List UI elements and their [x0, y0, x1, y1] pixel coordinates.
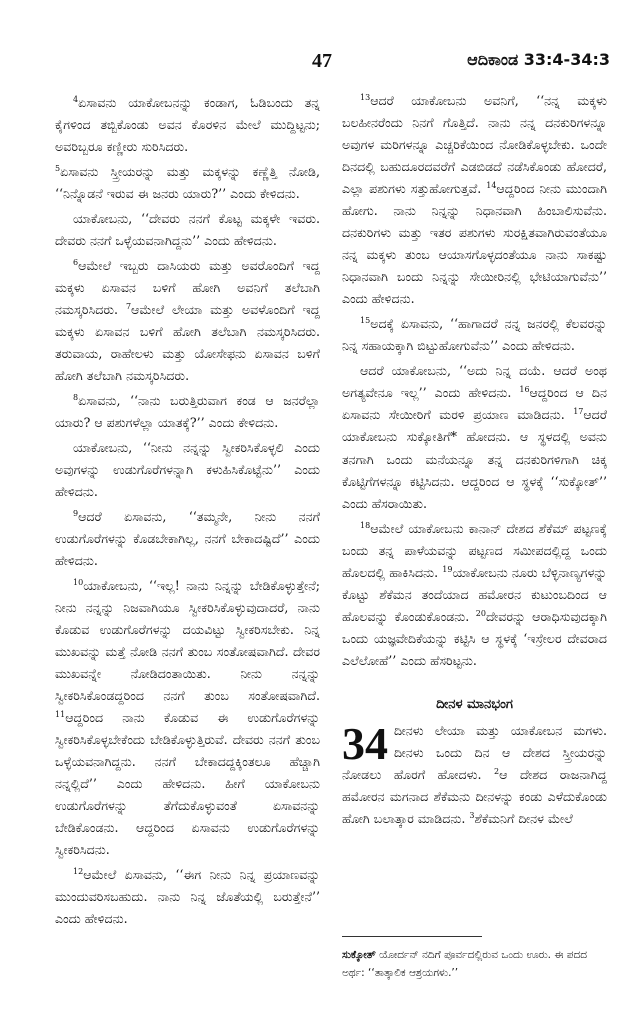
- verse-number: 15: [360, 315, 371, 325]
- verse-number: 3: [469, 810, 475, 820]
- verse-text: ದೀನಳು ಲೇಯಾ ಮತ್ತು ಯಾಕೋಬನ ಮಗಳು. ದೀನಳು ಒಂದು ದಿನ ಆ ದೇಶದ ಸ್ತ್ರೀಯರನ್ನು ನೋಡಲು ಹೊರಗೆ ಹೋದಳು.: [342, 723, 607, 782]
- verse-text: ಆದರೆ ಯಾಕೋಬನು, ‘‘ಅದು ನಿನ್ನ ದಯೆ. ಆದರೆ ಅಂಥ ಅಗತ್ಯವೇನೂ ಇಲ್ಲ’’ ಎಂದು ಹೇಳಿದನು.: [342, 363, 607, 400]
- verse-paragraph: [55, 390, 320, 434]
- right-column: [342, 90, 607, 833]
- chapter-number: 34: [342, 718, 388, 769]
- verse-number: 11: [55, 709, 66, 719]
- verse-text: ಶೆಕೆಮನಿಗೆ ದೀನಳ ಮೇಲೆ: [474, 811, 573, 826]
- verse-number: 2: [494, 766, 500, 776]
- verse-text: ಯಾಕೋಬನು, ‘‘ದೇವರು ನನಗೆ ಕೊಟ್ಟ ಮಕ್ಕಳೇ ಇವರು. ದೇವರು ನನಗೆ ಒಳ್ಳೆಯವನಾಗಿದ್ದನು’’ ಎಂದು ಹೇಳಿದನು.: [55, 211, 320, 248]
- verse-paragraph: [55, 864, 320, 930]
- verse-text: ದೇವರನ್ನು ಆರಾಧಿಸುವುದಕ್ಕಾಗಿ ಒಂದು ಯಜ್ಞವೇದಿಕೆಯನ್ನು ಕಟ್ಟಿಸಿ ಆ ಸ್ಥಳಕ್ಕೆ ‘ಇಸ್ರೇಲರ ದೇವರಾದ ಎಲೆಲೋಹೆ’’ ಎಂದು ಹೆಸರಿಟ್ಟನು.: [342, 609, 607, 668]
- verse-paragraph: [342, 90, 607, 310]
- verse-paragraph: [55, 575, 320, 861]
- verse-paragraph: [55, 437, 320, 503]
- verse-paragraph: [342, 360, 607, 515]
- running-head: ಆದಿಕಾಂಡ 33:4-34:3: [467, 50, 610, 69]
- verse-text: ಆಮೇಲೆ ಏಸಾವನು, ‘‘ಈಗ ನೀನು ನಿನ್ನ ಪ್ರಯಾಣವನ್ನು ಮುಂದುವರಿಸಬಹುದು. ನಾನು ನಿನ್ನ ಜೊತೆಯಲ್ಲಿ ಬರುತ್ತೇನೆ’’ ಎಂದು ಹೇಳಿದನು.: [55, 867, 320, 926]
- verse-number: 7: [125, 301, 132, 311]
- verse-number: 19: [442, 564, 453, 574]
- verse-number: 14: [486, 180, 497, 190]
- verse-text: ಆದ್ದರಿಂದ ಆ ದಿನ ಏಸಾವನು ಸೇಯೀರಿಗೆ ಮರಳಿ ಪ್ರಯಾಣ ಮಾಡಿದನು.: [342, 385, 607, 422]
- verse-number: 13: [360, 92, 371, 102]
- verse-text: ಆದರೆ ಯಾಕೋಬನು ಅವನಿಗೆ, ‘‘ನನ್ನ ಮಕ್ಕಳು ಬಲಹೀನರೆಂದು ನಿನಗೆ ಗೊತ್ತಿದೆ. ನಾನು ನನ್ನ ದನಕುರಿಗಳನ್ನೂ ಅವುಗಳ ಮರಿಗಳನ್ನೂ ಎಚ್ಚರಿಕೆಯಿಂದ ನೋಡಿಕೊಳ್ಳಬೇಕು. ಒಂದೇ ದಿನದಲ್ಲಿ ಬಹುದೂರದವರೆಗೆ ಎಡಬಿಡದೆ ನಡೆಸಿಕೊಂಡು ಹೋದರೆ, ಎಲ್ಲಾ ಪಶುಗಳು ಸತ್ತುಹೋಗುತ್ತವೆ.: [342, 93, 607, 196]
- chapter-paragraph: [342, 720, 607, 830]
- verse-number: 20: [475, 608, 486, 618]
- verse-text: ಆಮೇಲೆ ಇಬ್ಬರು ದಾಸಿಯರು ಮತ್ತು ಅವರೊಂದಿಗೆ ಇದ್ದ ಮಕ್ಕಳು ಏಸಾವನ ಬಳಿಗೆ ಹೋಗಿ ಅವನಿಗೆ ತಲೆಬಾಗಿ ನಮಸ್ಕರಿಸಿದರು.: [55, 258, 320, 317]
- verse-text: ಆಮೇಲೆ ಯಾಕೋಬನು ಕಾನಾನ್ ದೇಶದ ಶೆಕೆಮ್ ಪಟ್ಟಣಕ್ಕೆ ಬಂದು ತನ್ನ ಪಾಳೆಯವನ್ನು ಪಟ್ಟಣದ ಸಮೀಪದಲ್ಲಿದ್ದ ಒಂದು ಹೊಲದಲ್ಲಿ ಹಾಕಿಸಿದನು.: [342, 521, 607, 580]
- verse-number: 6: [73, 257, 79, 267]
- verse-number: 10: [73, 577, 84, 587]
- left-column: [55, 92, 320, 933]
- page-header: [50, 50, 610, 76]
- verse-text: ಯಾಕೋಬನು ನೂರು ಬೆಳ್ಳಿನಾಣ್ಯಗಳನ್ನು ಕೊಟ್ಟು ಶೆಕೆಮನ ತಂದೆಯಾದ ಹಮೋರನ ಕುಟುಂಬದಿಂದ ಆ ಹೊಲವನ್ನು ಕೊಂಡುಕೊಂಡನು.: [342, 565, 607, 624]
- verse-number: 9: [73, 508, 79, 518]
- verse-text: ಹೋದನು. ಆ ಸ್ಥಳದಲ್ಲಿ ಅವನು ತನಗಾಗಿ ಒಂದು ಮನೆಯನ್ನೂ ತನ್ನ ದನಕುರಿಗಳಿಗಾಗಿ ಚಿಕ್ಕ ಕೊಟ್ಟಿಗೆಗಳನ್ನೂ ಕಟ್ಟಿಸಿದನು. ಆದ್ದರಿಂದ ಆ ಸ್ಥಳಕ್ಕೆ ‘‘ಸುಕ್ಕೋತ್’’ ಎಂದು ಹೆಸರಾಯಿತು.: [342, 429, 607, 511]
- verse-paragraph: [55, 506, 320, 572]
- verse-paragraph: [342, 313, 607, 357]
- verse-text: ಅದಕ್ಕೆ ಏಸಾವನು, ‘‘ಹಾಗಾದರೆ ನನ್ನ ಜನರಲ್ಲಿ ಕೆಲವರನ್ನು ನಿನ್ನ ಸಹಾಯಕ್ಕಾಗಿ ಬಿಟ್ಟುಹೋಗುವೆನು’’ ಎಂದು ಹೇಳಿದನು.: [342, 316, 607, 353]
- verse-paragraph: [55, 255, 320, 387]
- verse-number: 8: [73, 392, 79, 402]
- verse-text: ಆ ದೇಶದ ರಾಜನಾಗಿದ್ದ ಹಮೋರನ ಮಗನಾದ ಶೆಕೆಮನು ದೀನಳನ್ನು ಕಂಡು ಎಳೆದುಕೊಂಡು ಹೋಗಿ ಬಲಾತ್ಕಾರ ಮಾಡಿದನು.: [342, 767, 607, 826]
- verse-text: ಆಮೇಲೆ ಲೇಯಾ ಮತ್ತು ಅವಳೊಂದಿಗೆ ಇದ್ದ ಮಕ್ಕಳು ಏಸಾವನ ಬಳಿಗೆ ಹೋಗಿ ತಲೆಬಾಗಿ ನಮಸ್ಕರಿಸಿದರು. ತರುವಾಯ, ರಾಹೇಲಳು ಮತ್ತು ಯೋಸೇಫನು ಏಸಾವನ ಬಳಿಗೆ ಹೋಗಿ ತಲೆಬಾಗಿ ನಮಸ್ಕರಿಸಿದರು.: [55, 302, 321, 383]
- verse-text: ಏಸಾವನು ಯಾಕೋಬನನ್ನು ಕಂಡಾಗ, ಓಡಿಬಂದು ತನ್ನ ಕೈಗಳಿಂದ ತಬ್ಬಿಕೊಂಡು ಅವನ ಕೊರಳಿನ ಮೇಲೆ ಮುದ್ದಿಟ್ಟನು; ಅವರಿಬ್ಬರೂ ಕಣ್ಣೀರು ಸುರಿಸಿದರು.: [55, 95, 320, 154]
- verse-number: 16: [519, 384, 530, 394]
- verse-paragraph: [55, 208, 320, 252]
- footnote: [342, 946, 607, 982]
- verse-number: 4: [73, 94, 79, 104]
- footnote-term: ಸುಕ್ಕೋತ್: [342, 949, 376, 961]
- verse-number: 17: [573, 406, 584, 416]
- verse-text: ಆದ್ದರಿಂದ ನಾನು ಕೊಡುವ ಈ ಉಡುಗೊರೆಗಳನ್ನು ಸ್ವೀಕರಿಸಿಕೊಳ್ಳಬೇಕೆಂದು ಬೇಡಿಕೊಳ್ಳುತ್ತಿರುವೆ. ದೇವರು ನನಗೆ ತುಂಬ ಒಳ್ಳೆಯವನಾಗಿದ್ದನು. ನನಗೆ ಬೇಕಾದದ್ದಕ್ಕಿಂತಲೂ ಹೆಚ್ಚಾಗಿ ನನ್ನಲ್ಲಿದೆ’’ ಎಂದು ಹೇಳಿದನು. ಹೀಗೆ ಯಾಕೋಬನು ಉಡುಗೊರೆಗಳನ್ನು ತೆಗೆದುಕೊಳ್ಳುವಂತೆ ಏಸಾವನನ್ನು ಬೇಡಿಕೊಂಡನು. ಆದ್ದರಿಂದ ಏಸಾವನು ಉಡುಗೊರೆಗಳನ್ನು ಸ್ವೀಕರಿಸಿದನು.: [55, 710, 320, 857]
- footnote-divider: [342, 936, 482, 937]
- verse-text: ಏಸಾವನು ಸ್ತ್ರೀಯರನ್ನು ಮತ್ತು ಮಕ್ಕಳನ್ನು ಕಣ್ಣೆತ್ತಿ ನೋಡಿ, ‘‘ನಿನ್ನೊಡನೆ ಇರುವ ಈ ಜನರು ಯಾರು?’’ ಎಂದು ಕೇಳಿದನು.: [55, 164, 320, 201]
- verse-text: ಯಾಕೋಬನು, ‘‘ನೀನು ನನ್ನನ್ನು ಸ್ವೀಕರಿಸಿಕೊಳ್ಳಲಿ ಎಂದು ಅವುಗಳನ್ನು ಉಡುಗೊರೆಗಳನ್ನಾಗಿ ಕಳುಹಿಸಿಕೊಟ್ಟೆನು’’ ಎಂದು ಹೇಳಿದನು.: [55, 440, 320, 499]
- verse-paragraph: [55, 92, 320, 158]
- verse-text: ಆದರೆ ಏಸಾವನು, ‘‘ತಮ್ಮನೇ, ನೀನು ನನಗೆ ಉಡುಗೊರೆಗಳನ್ನು ಕೊಡಬೇಕಾಗಿಲ್ಲ, ನನಗೆ ಬೇಕಾದಷ್ಟಿದೆ’’ ಎಂದು ಹೇಳಿದನು.: [55, 509, 320, 568]
- verse-number: 18: [360, 520, 371, 530]
- verse-number: 5: [55, 163, 61, 173]
- verse-text: ಏಸಾವನು, ‘‘ನಾನು ಬರುತ್ತಿರುವಾಗ ಕಂಡ ಆ ಜನರೆಲ್ಲಾ ಯಾರು? ಆ ಪಶುಗಳೆಲ್ಲಾ ಯಾತಕ್ಕೆ?’’ ಎಂದು ಕೇಳಿದನು.: [55, 393, 320, 430]
- verse-paragraph: [55, 161, 320, 205]
- page-number: 47: [312, 50, 332, 72]
- verse-text: ಆದ್ದರಿಂದ ನೀನು ಮುಂದಾಗಿ ಹೋಗು. ನಾನು ನಿನ್ನನ್ನು ನಿಧಾನವಾಗಿ ಹಿಂಬಾಲಿಸುವೆನು. ದನಕುರಿಗಳು ಮತ್ತು ಇತರ ಪಶುಗಳು ಸುರಕ್ಷಿತವಾಗಿರುವಂತೆಯೂ ನನ್ನ ಮಕ್ಕಳು ತುಂಬ ಆಯಾಸಗೊಳ್ಳದಂತೆಯೂ ನಾನು ಸಾಕಷ್ಟು ನಿಧಾನವಾಗಿ ಬಂದು ನಿನ್ನನ್ನು ಸೇಯೀರಿನಲ್ಲಿ ಭೇಟಿಯಾಗುವೆನು’’ ಎಂದು ಹೇಳಿದನು.: [342, 181, 607, 306]
- footnote-marker[interactable]: *: [450, 430, 457, 445]
- footnote-text: ಯೋರ್ದನ್ ನದಿಗೆ ಪೂರ್ವದಲ್ಲಿರುವ ಒಂದು ಊರು. ಈ ಪದದ ಅರ್ಥ: ‘‘ತಾತ್ಕಾಲಿಕ ಆಶ್ರಯಗಳು.’’: [342, 949, 588, 979]
- verse-text: ಯಾಕೋಬನು, ‘‘ಇಲ್ಲ! ನಾನು ನಿನ್ನನ್ನು ಬೇಡಿಕೊಳ್ಳುತ್ತೇನೆ; ನೀನು ನನ್ನನ್ನು ನಿಜವಾಗಿಯೂ ಸ್ವೀಕರಿಸಿಕೊಳ್ಳುವುದಾದರೆ, ನಾನು ಕೊಡುವ ಉಡುಗೊರೆಗಳನ್ನು ದಯವಿಟ್ಟು ಸ್ವೀಕರಿಸಬೇಕು. ನಿನ್ನ ಮುಖವನ್ನು ಮತ್ತೆ ನೋಡಿ ನನಗೆ ತುಂಬ ಸಂತೋಷವಾಗಿದೆ. ದೇವರ ಮುಖವನ್ನೇ ನೋಡಿದಂತಾಯಿತು. ನೀನು ನನ್ನನ್ನು ಸ್ವೀಕರಿಸಿಕೊಂಡದ್ದರಿಂದ ನನಗೆ ತುಂಬ ಸಂತೋಷವಾಗಿದೆ.: [55, 578, 320, 703]
- verse-text: ಆದರೆ ಯಾಕೋಬನು ಸುಕ್ಕೋತಿಗೆ: [342, 407, 607, 444]
- verse-paragraph: [342, 518, 607, 672]
- section-heading: ದೀನಳ ಮಾನಭಂಗ: [436, 697, 513, 712]
- verse-number: 12: [73, 866, 84, 876]
